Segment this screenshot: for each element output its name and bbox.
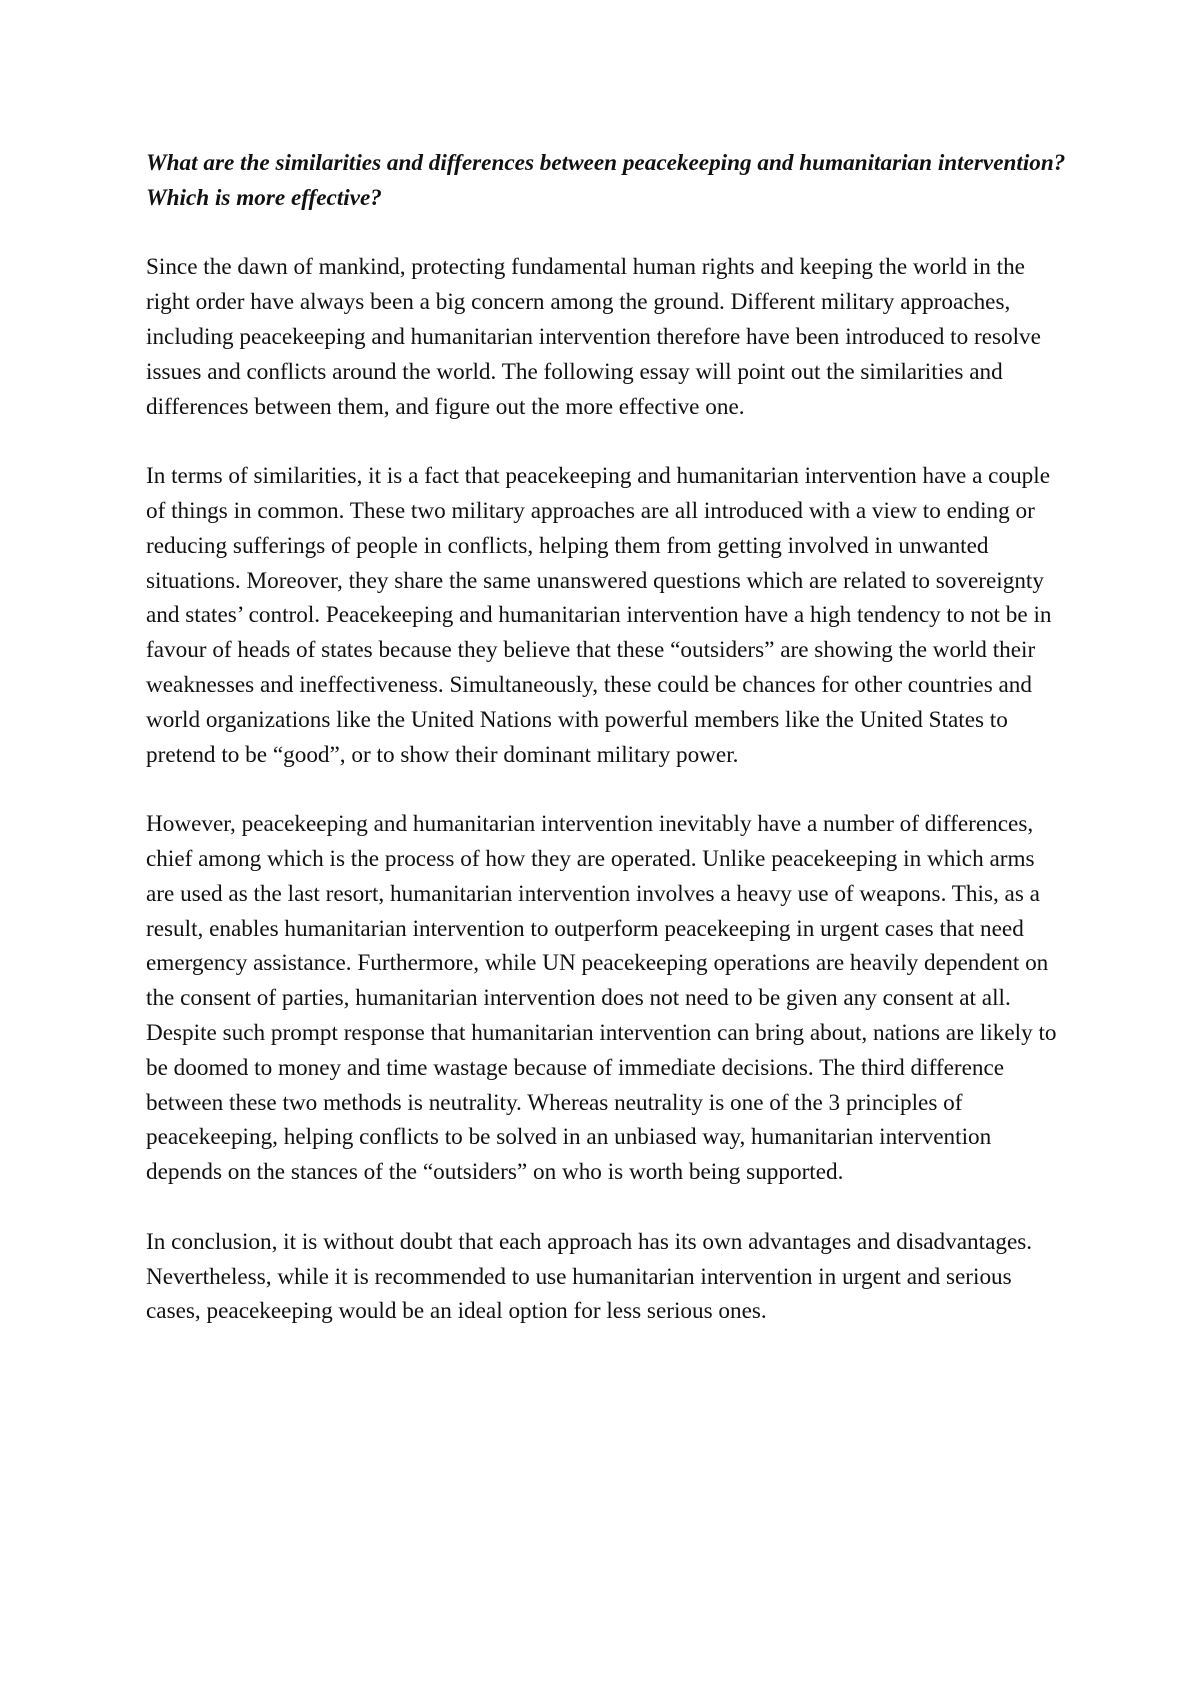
essay-paragraph-differences: However, peacekeeping and humanitarian intervention inevitably have a number of differences, chief among which is the process of how they are operated. Unlike peacekeeping in which arms are used as the last resort, humanitarian intervention involves a heavy use of weapons. This, as a result, enables humanitarian intervention to outperform peacekeeping in urgent cases that need emergency assistance. Furthermore, while UN peacekeeping operations are heavily dependent on the consent of parties, humanitarian intervention does not need to be given any consent at all. Despite such prompt response that humanitarian intervention can bring about, nations are likely to be doomed to money and time wastage because of immediate decisions. The third difference between these two methods is neutrality. Whereas neutrality is one of the 3 principles of peacekeeping, helping conflicts to be solved in an unbiased way, humanitarian intervention depends on the stances of the “outsiders” on who is worth being supported. [146, 811, 1057, 1186]
essay-paragraph-conclusion: In conclusion, it is without doubt that each approach has its own advantages and disadvantages. Nevertheless, while it is recommended to use humanitarian intervention in urgent and serious cases, peacekeeping would be an ideal option for less serious ones. [146, 1228, 1033, 1325]
essay-body [146, 146, 1066, 1364]
essay-title: What are the similarities and differences between peacekeeping and humanitarian intervention? Which is more effective? [146, 150, 1066, 211]
essay-paragraph-similarities: In terms of similarities, it is a fact that peacekeeping and humanitarian intervention have a couple of things in common. These two military approaches are all introduced with a view to ending or reducing sufferings of people in conflicts, helping them from getting involved in unwanted situations. Moreover, they share the same unanswered questions which are related to sovereignty and states’ control. Peacekeeping and humanitarian intervention have a high tendency to not be in favour of heads of states because they believe that these “outsiders” are showing the world their weaknesses and ineffectiveness. Simultaneously, these could be chances for other countries and world organizations like the United Nations with powerful members like the United States to pretend to be “good”, or to show their dominant military power. [146, 463, 1052, 768]
essay-paragraph-introduction: Since the dawn of mankind, protecting fundamental human rights and keeping the world in the right order have always been a big concern among the ground. Different military approaches, including peacekeeping and humanitarian intervention therefore have been introduced to resolve issues and conflicts around the world. The following essay will point out the similarities and differences between them, and figure out the more effective one. [146, 254, 1041, 420]
